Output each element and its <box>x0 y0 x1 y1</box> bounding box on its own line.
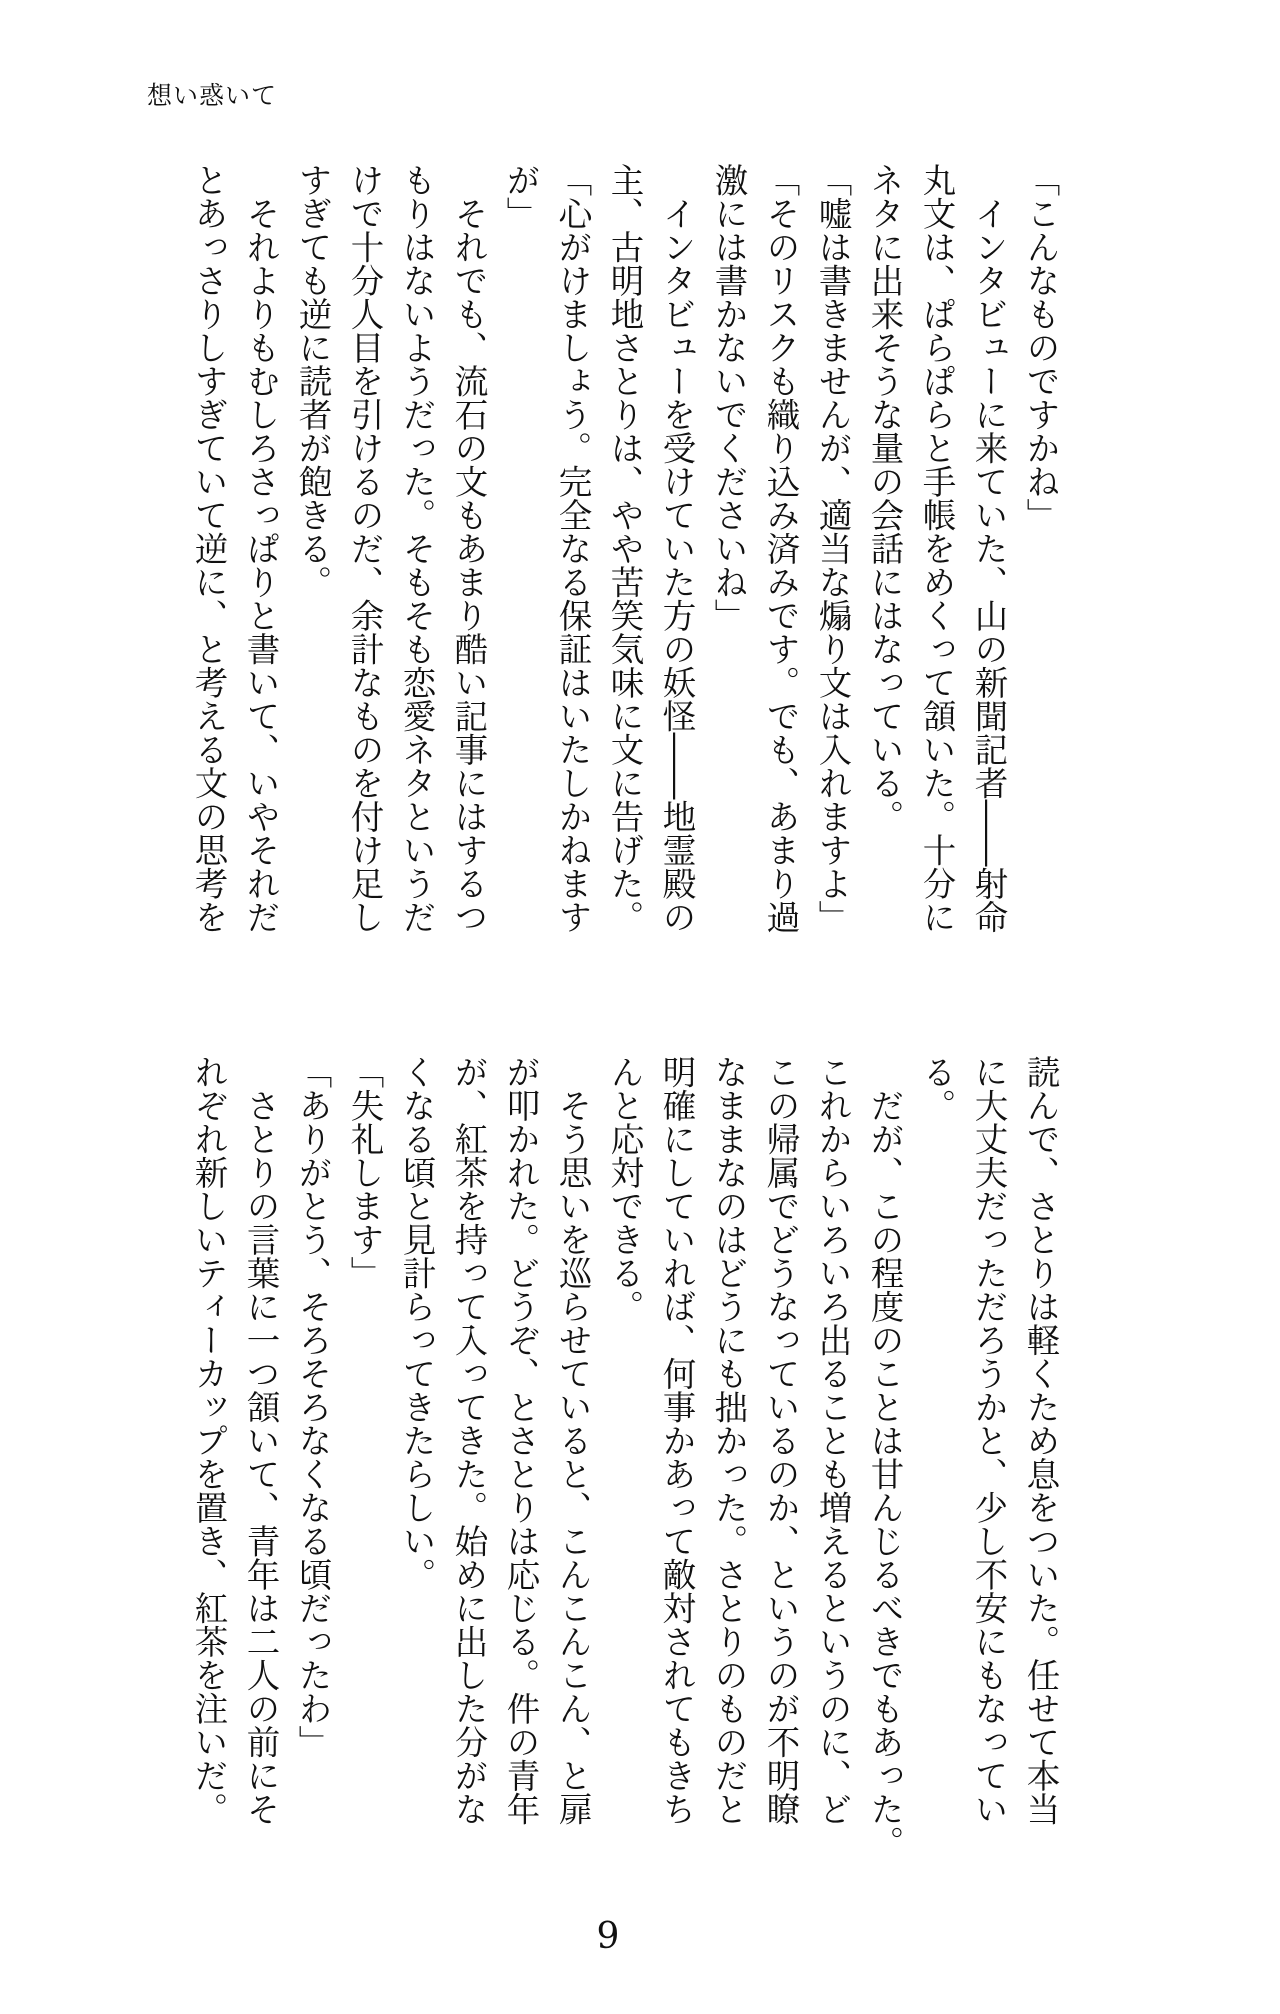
text-column: それでも、流石の文もあまり酷い記事にはするつ <box>449 163 488 934</box>
text-column: る。 <box>917 1055 956 1122</box>
text-column: 激には書かないでくださいね」 <box>709 163 748 632</box>
text-column: そう思いを巡らせていると、こんこんこん、と扉 <box>553 1055 592 1826</box>
text-column: が、紅茶を持って入ってきた。始めに出した分がな <box>449 1055 488 1826</box>
text-column: インタビューに来ていた、山の新聞記者――射命 <box>969 163 1008 934</box>
text-column: とあっさりしすぎていて逆に、と考える文の思考を <box>189 163 228 934</box>
text-column: さとりの言葉に一つ頷いて、青年は二人の前にそ <box>241 1055 280 1826</box>
text-column: 「こんなものですかね」 <box>1021 163 1060 532</box>
text-column: 「そのリスクも織り込み済みです。でも、あまり過 <box>761 163 800 934</box>
text-column: んと応対できる。 <box>605 1055 644 1323</box>
text-column: これからいろいろ出ることも増えるというのに、ど <box>813 1055 852 1826</box>
text-column: もりはないようだった。そもそも恋愛ネタというだ <box>397 163 436 934</box>
text-column: に大丈夫だっただろうかと、少し不安にもなってい <box>969 1055 1008 1826</box>
text-column: それよりもむしろさっぱりと書いて、いやそれだ <box>241 163 280 934</box>
text-column: くなる頃と見計らってきたらしい。 <box>397 1055 436 1591</box>
text-column: 「失礼します」 <box>345 1055 384 1290</box>
lower-text-block <box>182 1055 1066 1859</box>
text-column: 読んで、さとりは軽くため息をついた。任せて本当 <box>1021 1055 1060 1826</box>
text-column: この帰属でどうなっているのか、というのが不明瞭 <box>761 1055 800 1826</box>
text-column: 主、古明地さとりは、やや苦笑気味に文に告げた。 <box>605 163 644 934</box>
text-column: インタビューを受けていた方の妖怪――地霊殿の <box>657 163 696 934</box>
running-header: 想い惑いて <box>147 81 278 110</box>
text-column: だが、この程度のことは甘んじるべきでもあった。 <box>865 1055 904 1859</box>
text-column: 明確にしていれば、何事かあって敵対されてもきち <box>657 1055 696 1826</box>
text-column: なままなのはどうにも拙かった。さとりのものだと <box>709 1055 748 1826</box>
page-number: 9 <box>596 1916 620 1957</box>
text-column: が叩かれた。どうぞ、とさとりは応じる。件の青年 <box>501 1055 540 1826</box>
text-column: れぞれ新しいティーカップを置き、紅茶を注いだ。 <box>189 1055 228 1826</box>
text-column: 「嘘は書きませんが、適当な煽り文は入れますよ」 <box>813 163 852 934</box>
text-column: 「ありがとう、そろそろなくなる頃だったわ」 <box>293 1055 332 1759</box>
upper-text-block <box>182 163 1066 935</box>
text-column: 丸文は、ぱらぱらと手帳をめくって頷いた。十分に <box>917 163 956 934</box>
text-column: が」 <box>501 163 540 230</box>
text-column: ネタに出来そうな量の会話にはなっている。 <box>865 163 904 833</box>
text-column: すぎても逆に読者が飽きる。 <box>293 163 332 599</box>
text-column: けで十分人目を引けるのだ、余計なものを付け足し <box>345 163 384 934</box>
text-column: 「心がけましょう。完全なる保証はいたしかねます <box>553 163 592 934</box>
